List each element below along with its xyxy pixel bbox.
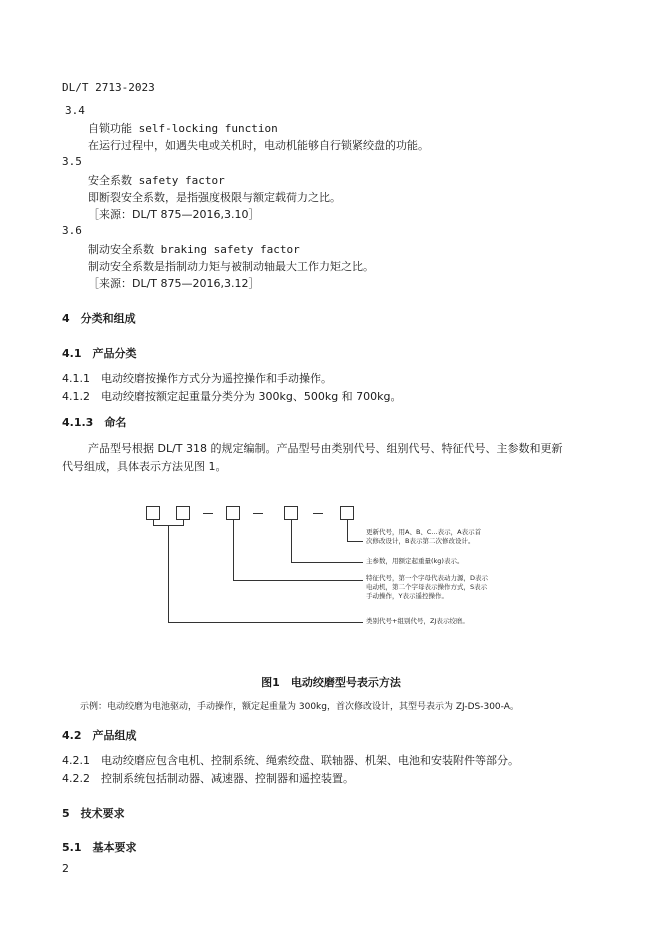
- clause-number-3-5: 3.5: [62, 155, 82, 168]
- code-box-feature: [226, 506, 240, 520]
- legend-update-line-2: 次修改设计，B表示第二次修改设计。: [366, 537, 475, 545]
- term-3-6: 制动安全系数 braking safety factor: [88, 243, 300, 256]
- figure-example: 示例：电动绞磨为电池驱动，手动操作，额定起重量为 300kg，首次修改设计，其型号表示为 ZJ-DS-300-A。: [80, 702, 519, 712]
- section-heading-4-1: 4.1 产品分类: [62, 347, 137, 360]
- section-heading-5-1: 5.1 基本要求: [62, 841, 137, 854]
- page-number: 2: [62, 862, 69, 875]
- leader-line: [168, 525, 169, 623]
- leader-line: [233, 580, 363, 581]
- document-id: DL/T 2713-2023: [62, 81, 155, 94]
- separator-dash: [203, 513, 213, 514]
- source-3-5: ［来源：DL/T 875—2016,3.10］: [88, 208, 260, 221]
- section-heading-5: 5 技术要求: [62, 807, 125, 820]
- clause-number-3-4: 3.4: [65, 104, 85, 117]
- leader-line: [291, 562, 363, 563]
- paragraph-line-1: 产品型号根据 DL/T 318 的规定编制。产品型号由类别代号、组别代号、特征代号、主参数和更新: [88, 442, 563, 455]
- clause-4-2-1: 4.2.1 电动绞磨应包含电机、控制系统、绳索绞盘、联轴器、机架、电池和安装附件等部分。: [62, 754, 519, 767]
- clause-4-1-1: 4.1.1 电动绞磨按操作方式分为遥控操作和手动操作。: [62, 372, 332, 385]
- leader-line: [168, 622, 363, 623]
- figure-caption: 图1 电动绞磨型号表示方法: [261, 676, 401, 689]
- leader-line: [291, 520, 292, 563]
- legend-feature-line-2: 电动机，第二个字母表示操作方式，S表示: [366, 583, 488, 591]
- separator-dash: [313, 513, 323, 514]
- code-box-update: [340, 506, 354, 520]
- term-3-4: 自锁功能 self-locking function: [88, 122, 278, 135]
- legend-main-parameter: 主参数，用额定起重量(kg)表示。: [366, 557, 464, 565]
- code-box-param: [284, 506, 298, 520]
- clause-4-1-2: 4.1.2 电动绞磨按额定起重量分类分为 300kg、500kg 和 700kg。: [62, 390, 402, 403]
- definition-text-3-4: 在运行过程中，如遇失电或关机时，电动机能够自行锁紧绞盘的功能。: [88, 139, 429, 152]
- source-3-6: ［来源：DL/T 875—2016,3.12］: [88, 277, 260, 290]
- separator-dash: [253, 513, 263, 514]
- code-box-group: [176, 506, 190, 520]
- section-heading-4-2: 4.2 产品组成: [62, 729, 137, 742]
- legend-class-group: 类别代号+组别代号，ZJ表示绞磨。: [366, 617, 469, 625]
- section-heading-4: 4 分类和组成: [62, 312, 136, 325]
- definition-text-3-5: 即断裂安全系数，是指强度极限与额定载荷力之比。: [88, 191, 341, 204]
- term-3-5: 安全系数 safety factor: [88, 174, 225, 187]
- section-heading-4-1-3: 4.1.3 命名: [62, 416, 127, 429]
- code-box-class: [146, 506, 160, 520]
- clause-4-2-2: 4.2.2 控制系统包括制动器、减速器、控制器和遥控装置。: [62, 772, 354, 785]
- leader-line: [347, 541, 363, 542]
- leader-line: [347, 520, 348, 542]
- legend-feature-line-3: 手动操作，Y表示遥控操作。: [366, 592, 448, 600]
- legend-feature-line-1: 特征代号，第一个字母代表动力源，D表示: [366, 574, 489, 582]
- legend-update-line-1: 更新代号，用A、B、C...表示，A表示首: [366, 528, 482, 536]
- paragraph-line-2: 代号组成，具体表示方法见图 1。: [62, 460, 227, 473]
- clause-number-3-6: 3.6: [62, 224, 82, 237]
- leader-line: [233, 520, 234, 581]
- definition-text-3-6: 制动安全系数是指制动力矩与被制动轴最大工作力矩之比。: [88, 260, 374, 273]
